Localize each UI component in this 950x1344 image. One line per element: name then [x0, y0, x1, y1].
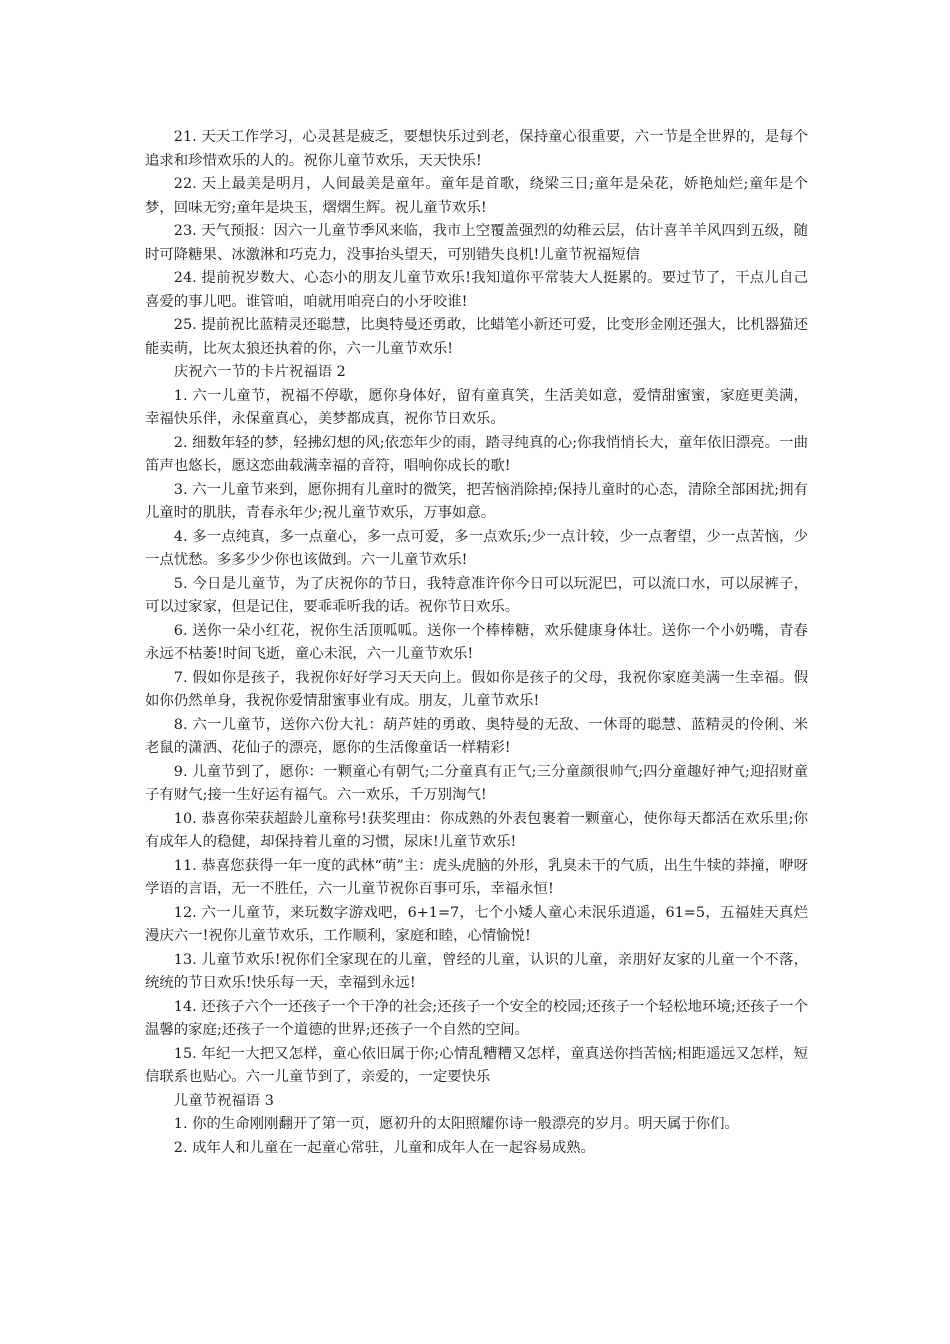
paragraph-3: 3. 六一儿童节来到，愿你拥有儿童时的微笑，把苦恼消除掉;保持儿童时的心态，清除全部困扰;拥有儿童时的肌肤，青春永年少;祝儿童节欢乐，万事如意。 [145, 481, 808, 521]
paragraph-5: 5. 今日是儿童节，为了庆祝你的节日，我特意准许你今日可以玩泥巴，可以流口水，可以尿裤子，可以过家家，但是记住，要乖乖听我的话。祝你节日欢乐。 [145, 575, 808, 615]
section-2 [145, 385, 808, 1090]
section-1 [145, 126, 808, 361]
paragraph-1: 1. 你的生命刚刚翻开了第一页，愿初升的太阳照耀你诗一般漂亮的岁月。明天属于你们。 [173, 1116, 739, 1132]
section-heading-2: 庆祝六一节的卡片祝福语 2 [173, 364, 346, 380]
paragraph-24: 24. 提前祝岁数大、心态小的朋友儿童节欢乐!我知道你平常装大人挺累的。要过节了，干点儿自己喜爱的事儿吧。谁管咱，咱就用咱亮白的小牙咬谁! [145, 270, 808, 310]
paragraph-21: 21. 天天工作学习，心灵甚是疲乏，要想快乐过到老，保持童心很重要，六一节是全世界的，是每个追求和珍惜欢乐的人的。祝你儿童节欢乐，天天快乐! [145, 129, 808, 169]
paragraph-13: 13. 儿童节欢乐!祝你们全家现在的儿童，曾经的儿童，认识的儿童，亲朋好友家的儿童一个不落，统统的节日欢乐!快乐每一天，幸福到永远! [145, 951, 808, 991]
paragraph-7: 7. 假如你是孩子，我祝你好好学习天天向上。假如你是孩子的父母，我祝你家庭美满一生幸福。假如你仍然单身，我祝你爱情甜蜜事业有成。朋友，儿童节欢乐! [145, 669, 808, 709]
paragraph-8: 8. 六一儿童节，送你六份大礼：葫芦娃的勇敢、奥特曼的无敌、一休哥的聪慧、蓝精灵的伶俐、米老鼠的潇洒、花仙子的漂亮，愿你的生活像童话一样精彩! [145, 716, 808, 756]
paragraph-9: 9. 儿童节到了，愿你：一颗童心有朝气;二分童真有正气;三分童颜很帅气;四分童趣好神气;迎招财童子有财气;接一生好运有福气。六一欢乐，千万别淘气! [145, 763, 808, 803]
paragraph-1: 1. 六一儿童节，祝福不停歇，愿你身体好，留有童真笑，生活美如意，爱情甜蜜蜜，家庭更美满，幸福快乐伴，永保童真心，美梦都成真，祝你节日欢乐。 [145, 387, 808, 427]
paragraph-15: 15. 年纪一大把又怎样，童心依旧属于你;心情乱糟糟又怎样，童真送你挡苦恼;相距遥远又怎样，短信联系也贴心。六一儿童节到了，亲爱的，一定要快乐 [145, 1045, 808, 1085]
section-3 [145, 1113, 808, 1160]
paragraph-2: 2. 细数年轻的梦，轻拂幻想的风;依恋年少的雨，踏寻纯真的心;你我悄悄长大，童年依旧漂亮。一曲笛声也悠长，愿这恋曲载满幸福的音符，唱响你成长的歌! [145, 434, 808, 474]
paragraph-23: 23. 天气预报：因六一儿童节季风来临，我市上空覆盖强烈的幼稚云层，估计喜羊羊风四到五级，随时可降糖果、冰激淋和巧克力，没事抬头望天，可别错失良机!儿童节祝福短信 [145, 223, 808, 263]
paragraph-10: 10. 恭喜你荣获超龄儿童称号!获奖理由：你成熟的外表包裹着一颗童心，使你每天都活在欢乐里;你有成年人的稳健，却保持着儿童的习惯，尿床!儿童节欢乐! [145, 810, 808, 850]
paragraph-11: 11. 恭喜您获得一年一度的武林“萌”主：虎头虎脑的外形，乳臭未干的气质，出生牛犊的莽撞，咿呀学语的言语，无一不胜任，六一儿童节祝你百事可乐，幸福永恒! [145, 857, 808, 897]
paragraph-2: 2. 成年人和儿童在一起童心常驻，儿童和成年人在一起容易成熟。 [173, 1139, 596, 1156]
paragraph-12: 12. 六一儿童节，来玩数字游戏吧，6+1=7，七个小矮人童心未泯乐逍遥，61=5，五福娃天真烂漫庆六一!祝你儿童节欢乐，工作顺利，家庭和睦，心情愉悦! [145, 904, 808, 944]
paragraph-14: 14. 还孩子六个一还孩子一个干净的社会;还孩子一个安全的校园;还孩子一个轻松地环境;还孩子一个温馨的家庭;还孩子一个道德的世界;还孩子一个自然的空间。 [145, 998, 808, 1038]
paragraph-25: 25. 提前祝比蓝精灵还聪慧，比奥特曼还勇敢，比蜡笔小新还可爱，比变形金刚还强大，比机器猫还能卖萌，比灰太狼还执着的你，六一儿童节欢乐! [145, 317, 808, 357]
paragraph-22: 22. 天上最美是明月，人间最美是童年。童年是首歌，绕梁三日;童年是朵花，娇艳灿烂;童年是个梦，回味无穷;童年是块玉，熠熠生辉。祝儿童节欢乐! [145, 176, 808, 216]
paragraph-4: 4. 多一点纯真，多一点童心，多一点可爱，多一点欢乐;少一点计较，少一点奢望，少一点苦恼，少一点忧愁。多多少少你也该做到。六一儿童节欢乐! [145, 528, 808, 568]
paragraph-6: 6. 送你一朵小红花，祝你生活顶呱呱。送你一个棒棒糖，欢乐健康身体壮。送你一个小奶嘴，青春永远不枯萎!时间飞逝，童心未泯，六一儿童节欢乐! [145, 622, 808, 662]
section-heading-3: 儿童节祝福语 3 [173, 1092, 274, 1109]
